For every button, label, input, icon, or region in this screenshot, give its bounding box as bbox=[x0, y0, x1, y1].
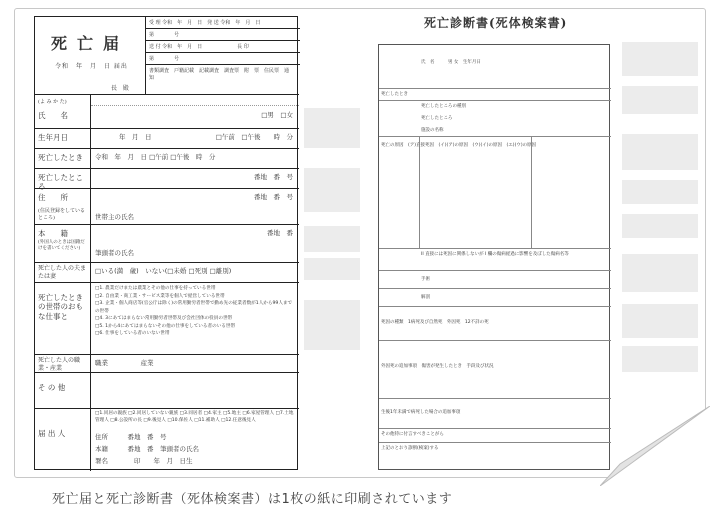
head-value: 筆頭者の氏名 bbox=[95, 249, 134, 257]
row-birth bbox=[35, 129, 299, 149]
sex-options: □男 □女 bbox=[261, 111, 293, 119]
divider bbox=[419, 137, 420, 248]
death-place-label: 死亡したところ bbox=[35, 169, 91, 188]
row-name bbox=[35, 95, 299, 129]
received-line: 受 理 令和 年 月 日 発 送 令和 年 月 日 bbox=[146, 17, 300, 29]
gray-box bbox=[304, 168, 360, 212]
informant-address: 住所 番地 番 号 bbox=[95, 433, 167, 441]
spouse-value: □いる(満 歳) いない(□未婚 □死別 □離別) bbox=[95, 267, 232, 275]
form-header bbox=[35, 17, 299, 95]
gray-box bbox=[622, 254, 698, 292]
name-label bbox=[35, 95, 91, 128]
row-occupation bbox=[35, 283, 299, 355]
occupation-item: □5. 1から4にあてはまらないその他の仕事をしている者のいる世帯 bbox=[95, 323, 236, 329]
death-place-value: 番地 番 号 bbox=[254, 173, 293, 181]
birth-label: 生年月日 bbox=[35, 129, 91, 148]
cert-autopsy: 解剖 bbox=[421, 295, 430, 300]
reception-box bbox=[145, 17, 299, 95]
address-value: 番地 番 号 bbox=[254, 193, 293, 201]
row-cert-autopsy bbox=[379, 289, 611, 307]
row-address bbox=[35, 189, 299, 225]
birth-time: □午前 □午後 時 分 bbox=[215, 133, 293, 141]
other-label: そ の 他 bbox=[35, 373, 91, 408]
row-honseki bbox=[35, 225, 299, 263]
gray-box bbox=[304, 300, 360, 350]
folded-corner bbox=[600, 406, 710, 486]
row-cert-time bbox=[379, 89, 611, 101]
cert-facility: 施設の名称 bbox=[421, 128, 444, 133]
gray-box bbox=[304, 258, 360, 280]
cert-name-row: 氏 名 男 女 生年月日 bbox=[421, 60, 481, 65]
industry-value: 職業 産業 bbox=[95, 359, 154, 367]
row-other bbox=[35, 373, 299, 409]
honseki-value: 番地 番 bbox=[267, 229, 293, 237]
form-title: 死亡届 bbox=[51, 34, 130, 53]
cert-ii: II 直接には死因に関係しないが I 欄の傷病経過に影響を及ぼした傷病名等 bbox=[421, 252, 569, 257]
row-cert-place bbox=[379, 101, 611, 137]
row-cert-remarks bbox=[379, 429, 611, 443]
death-notification-form bbox=[34, 16, 298, 470]
occupation-item: □3. 企業・個人商店等(官公庁は除く)の常用勤労者世帯で勤め先の従業者数が1人から99人までの世帯 bbox=[95, 301, 293, 314]
cert-cause: 死亡の原因 (ア)直接死因 (イ)(ア)の原因 (ウ)(イ)の原因 (エ)(ウ)の原因 bbox=[381, 143, 537, 148]
householder-label: (住民登録をしているところ) bbox=[38, 208, 85, 221]
occupation-item: □2. 自由業・商工業・サービス業等を個人で経営している世帯 bbox=[95, 293, 225, 299]
address-label-text: 住 所 bbox=[38, 193, 68, 202]
name-label-text: 氏 名 bbox=[38, 111, 68, 121]
filing-date: 令和 年 月 日 届出 bbox=[55, 63, 128, 70]
cert-external: 外因死の追加事項 傷害が発生したとき 手段及び状況 bbox=[381, 364, 494, 369]
gray-box bbox=[622, 180, 698, 204]
furigana-line bbox=[91, 105, 299, 106]
gray-box bbox=[622, 214, 698, 238]
check-columns: 書類調査 戸籍記載 記載調査 調査票 附 票 住民票 通 知 bbox=[149, 68, 295, 81]
row-death-place bbox=[35, 169, 299, 192]
divider bbox=[531, 137, 532, 248]
row-cert-cause bbox=[379, 137, 611, 249]
row-cert-kind bbox=[379, 307, 611, 341]
gray-box bbox=[622, 42, 698, 76]
spouse-label: 死亡した人の夫または妻 bbox=[35, 263, 91, 282]
office-addressee: 長 殿 bbox=[111, 85, 131, 92]
row-cert-surgery bbox=[379, 271, 611, 289]
gray-box bbox=[622, 134, 698, 170]
occupation-item: □4. 3にあてはまらない常用勤労者世帯及び会社団体の役員の世帯 bbox=[95, 316, 233, 322]
gray-box bbox=[304, 226, 360, 252]
address-label bbox=[35, 189, 91, 224]
cert-infant: 生後1年未満で病死した場合の追加事項 bbox=[381, 410, 461, 415]
honseki-label bbox=[35, 225, 91, 262]
row-cert-ii bbox=[379, 249, 611, 271]
occupation-label: 死亡したときの世帯のおもな仕事と bbox=[35, 283, 91, 354]
honseki-label-text: 本 籍 bbox=[38, 229, 68, 238]
furigana-label: (よ み か た) bbox=[38, 99, 67, 105]
cert-sign: 上記のとおり診断(検案)する bbox=[381, 446, 439, 451]
row-cert-infant bbox=[379, 399, 611, 429]
informant-options: □1.同居の親族 □2.同居していない親族 □3.同居者 □4.家主 □5.地主 □6.家屋管理人 □7.土地管理人 □8.公設所の長 □9.後見人 □10.保佐人 □11.補助人 □12.任意後見人 bbox=[95, 411, 294, 423]
informant-honseki: 本籍 番地 番 筆頭者の氏名 bbox=[95, 445, 199, 453]
row-spouse bbox=[35, 263, 299, 283]
cert-remarks: その他特に付言すべきことがら bbox=[381, 432, 444, 437]
occupation-item: □1. 農業だけまたは農業とその他の仕事を持っている世帯 bbox=[95, 286, 216, 291]
honseki-note: (外国人のときは国籍だけを書いてください) bbox=[38, 240, 85, 251]
row-industry bbox=[35, 355, 299, 373]
row-informant bbox=[35, 409, 299, 471]
birth-value: 年 月 日 bbox=[119, 133, 152, 141]
cert-surgery: 手術 bbox=[421, 277, 430, 282]
cert-place-type: 死亡したところの種別 bbox=[421, 104, 466, 109]
cert-time-label: 死亡したとき bbox=[381, 92, 408, 97]
row-cert-external bbox=[379, 341, 611, 399]
gray-box bbox=[622, 346, 698, 372]
occupation-item: □6. 仕事をしている者のいない世帯 bbox=[95, 331, 170, 337]
row-cert-sign bbox=[379, 443, 611, 471]
cert-place: 死亡したところ bbox=[421, 116, 453, 121]
row-death-time bbox=[35, 149, 299, 169]
sent-number: 第 号 bbox=[146, 53, 300, 65]
received-number: 第 号 bbox=[146, 29, 300, 41]
death-certificate-form bbox=[378, 44, 610, 470]
death-time-value: 令和 年 月 日 □午前 □午後 時 分 bbox=[95, 153, 216, 161]
informant-sign: 署名 印 年 月 日生 bbox=[95, 457, 193, 465]
gray-box bbox=[304, 108, 360, 148]
occupation-list bbox=[95, 285, 295, 338]
sent-line: 送 付 令和 年 月 日 長 印 bbox=[146, 41, 300, 53]
industry-label: 死亡した人の職業・産業 bbox=[35, 355, 91, 372]
certificate-title: 死亡診断書(死体検案書) bbox=[424, 16, 568, 30]
gray-box bbox=[622, 86, 698, 114]
gray-box bbox=[622, 304, 698, 338]
householder-value: 世帯主の氏名 bbox=[95, 213, 134, 221]
cert-kind: 死因の種類 1病死及び自然死 外因死 12不詳の死 bbox=[381, 320, 489, 325]
row-cert-name bbox=[379, 45, 611, 89]
caption: 死亡届と死亡診断書（死体検案書）は1枚の紙に印刷されています bbox=[52, 492, 453, 507]
informant-label: 届 出 人 bbox=[35, 409, 91, 471]
death-time-label: 死亡したとき bbox=[35, 149, 91, 168]
